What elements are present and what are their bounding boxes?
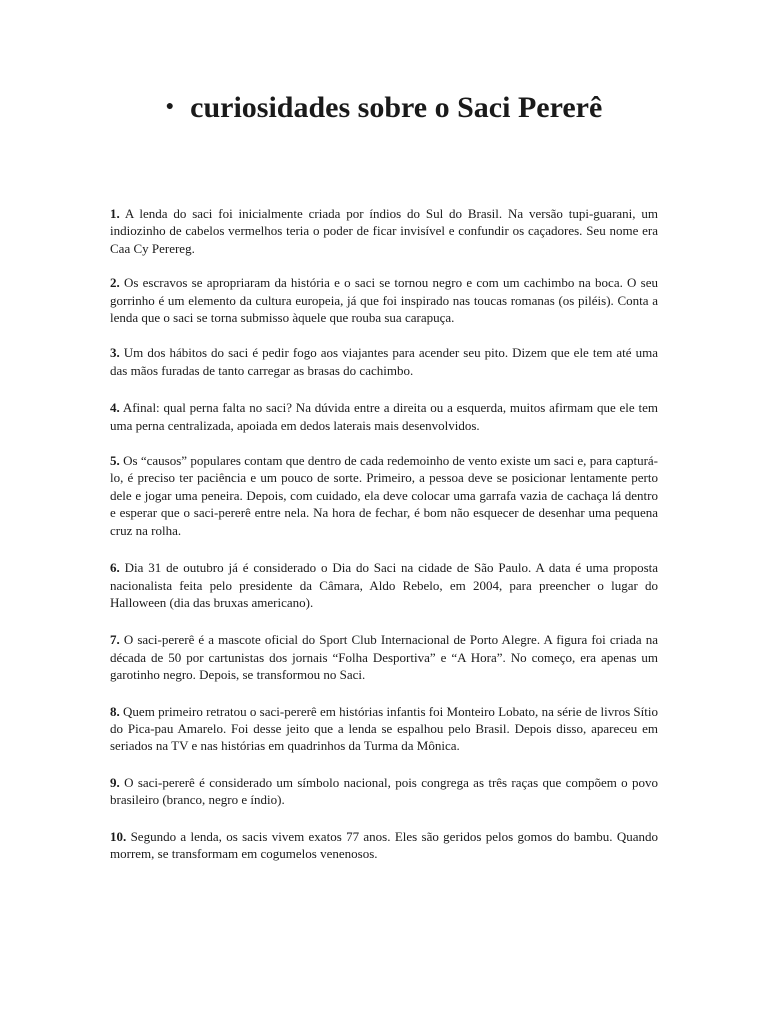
item-text: Afinal: qual perna falta no saci? Na dúvida entre a direita ou a esquerda, muitos afirmam que ele tem uma perna centralizada, apoiada em dedos laterais mais desenvolvidos.: [110, 400, 658, 433]
item-text: Os “causos” populares contam que dentro de cada redemoinho de vento existe um saci e, para capturá-lo, é preciso ter paciência e um pouco de sorte. Primeiro, a pessoa deve se posicionar lentamente perto dele e jogar uma peneira. Depois, com cuidado, ela deve colocar uma garrafa vazia de cachaça lá dentro e esperar que o saci-pererê entre nela. Na hora de fechar, é bom não esquecer de desenhar uma pequena cruz na rolha.: [110, 453, 659, 538]
item-number: 7.: [110, 632, 120, 648]
item-text: A lenda do saci foi inicialmente criada por índios do Sul do Brasil. Na versão tupi-guarani, um indiozinho de cabelos vermelhos teria o poder de ficar invisível e confundir os caçadores. Seu nome era Caa Cy Perereg.: [110, 206, 658, 256]
item-text: O saci-pererê é considerado um símbolo nacional, pois congrega as três raças que compõem o povo brasileiro (branco, negro e índio).: [110, 774, 658, 808]
item-number: 1.: [110, 206, 120, 221]
list-item: [110, 828, 658, 863]
item-number: 6.: [110, 560, 120, 576]
item-text: O saci-pererê é a mascote oficial do Sport Club Internacional de Porto Alegre. A figura foi criada na década de 50 por cartunistas dos jornais “Folha Desportiva” e “A Hora”. No começo, era apenas um garotinho negro. Depois, se transformou no Saci.: [110, 632, 658, 683]
item-text: Quem primeiro retratou o saci-pererê em histórias infantis foi Monteiro Lobato, na série de livros Sítio do Pica-pau Amarelo. Foi desse jeito que a lenda se espalhou pelo Brasil. Depois disso, apareceu em seriados na TV e nas histórias em quadrinhos da Turma da Mônica.: [110, 703, 659, 754]
item-number: 2.: [110, 275, 120, 291]
item-number: 4.: [110, 400, 120, 416]
item-number: 5.: [110, 453, 120, 469]
item-number: 9.: [110, 774, 120, 790]
item-list: [110, 205, 658, 862]
list-item: [110, 399, 658, 434]
list-item: [110, 559, 658, 611]
list-item: [110, 452, 658, 539]
list-item: [110, 274, 658, 326]
item-number: 3.: [110, 345, 120, 361]
item-text: Os escravos se apropriaram da história e o saci se tornou negro e com um cachimbo na boca. O seu gorrinho é um elemento da cultura europeia, já que foi inspirado nas toucas romanas (os piléis). Conta a lenda que o saci se torna submisso àquele que rouba sua carapuça.: [110, 275, 659, 326]
bullet-icon: ●: [165, 98, 175, 114]
item-text: Segundo a lenda, os sacis vivem exatos 77 anos. Eles são geridos pelos gomos do bambu. Quando morrem, se transformam em cogumelos venenosos.: [110, 828, 658, 861]
list-item: [110, 205, 658, 257]
list-item: [110, 774, 658, 809]
item-text: Um dos hábitos do saci é pedir fogo aos viajantes para acender seu pito. Dizem que ele tem até uma das mãos furadas de tanto carregar as brasas do cachimbo.: [110, 345, 658, 378]
item-text: Dia 31 de outubro já é considerado o Dia do Saci na cidade de São Paulo. A data é uma proposta nacionalista feita pelo presidente da Câmara, Aldo Rebelo, em 2004, para preencher o lugar do Halloween (dia das bruxas americano).: [110, 560, 659, 610]
list-item: [110, 344, 658, 379]
item-number: 10.: [110, 828, 127, 844]
page-title: [120, 86, 648, 132]
list-item: [110, 631, 658, 683]
item-number: 8.: [110, 703, 120, 719]
title-text: curiosidades sobre o Saci Pererê: [190, 91, 603, 124]
list-item: [110, 703, 658, 755]
